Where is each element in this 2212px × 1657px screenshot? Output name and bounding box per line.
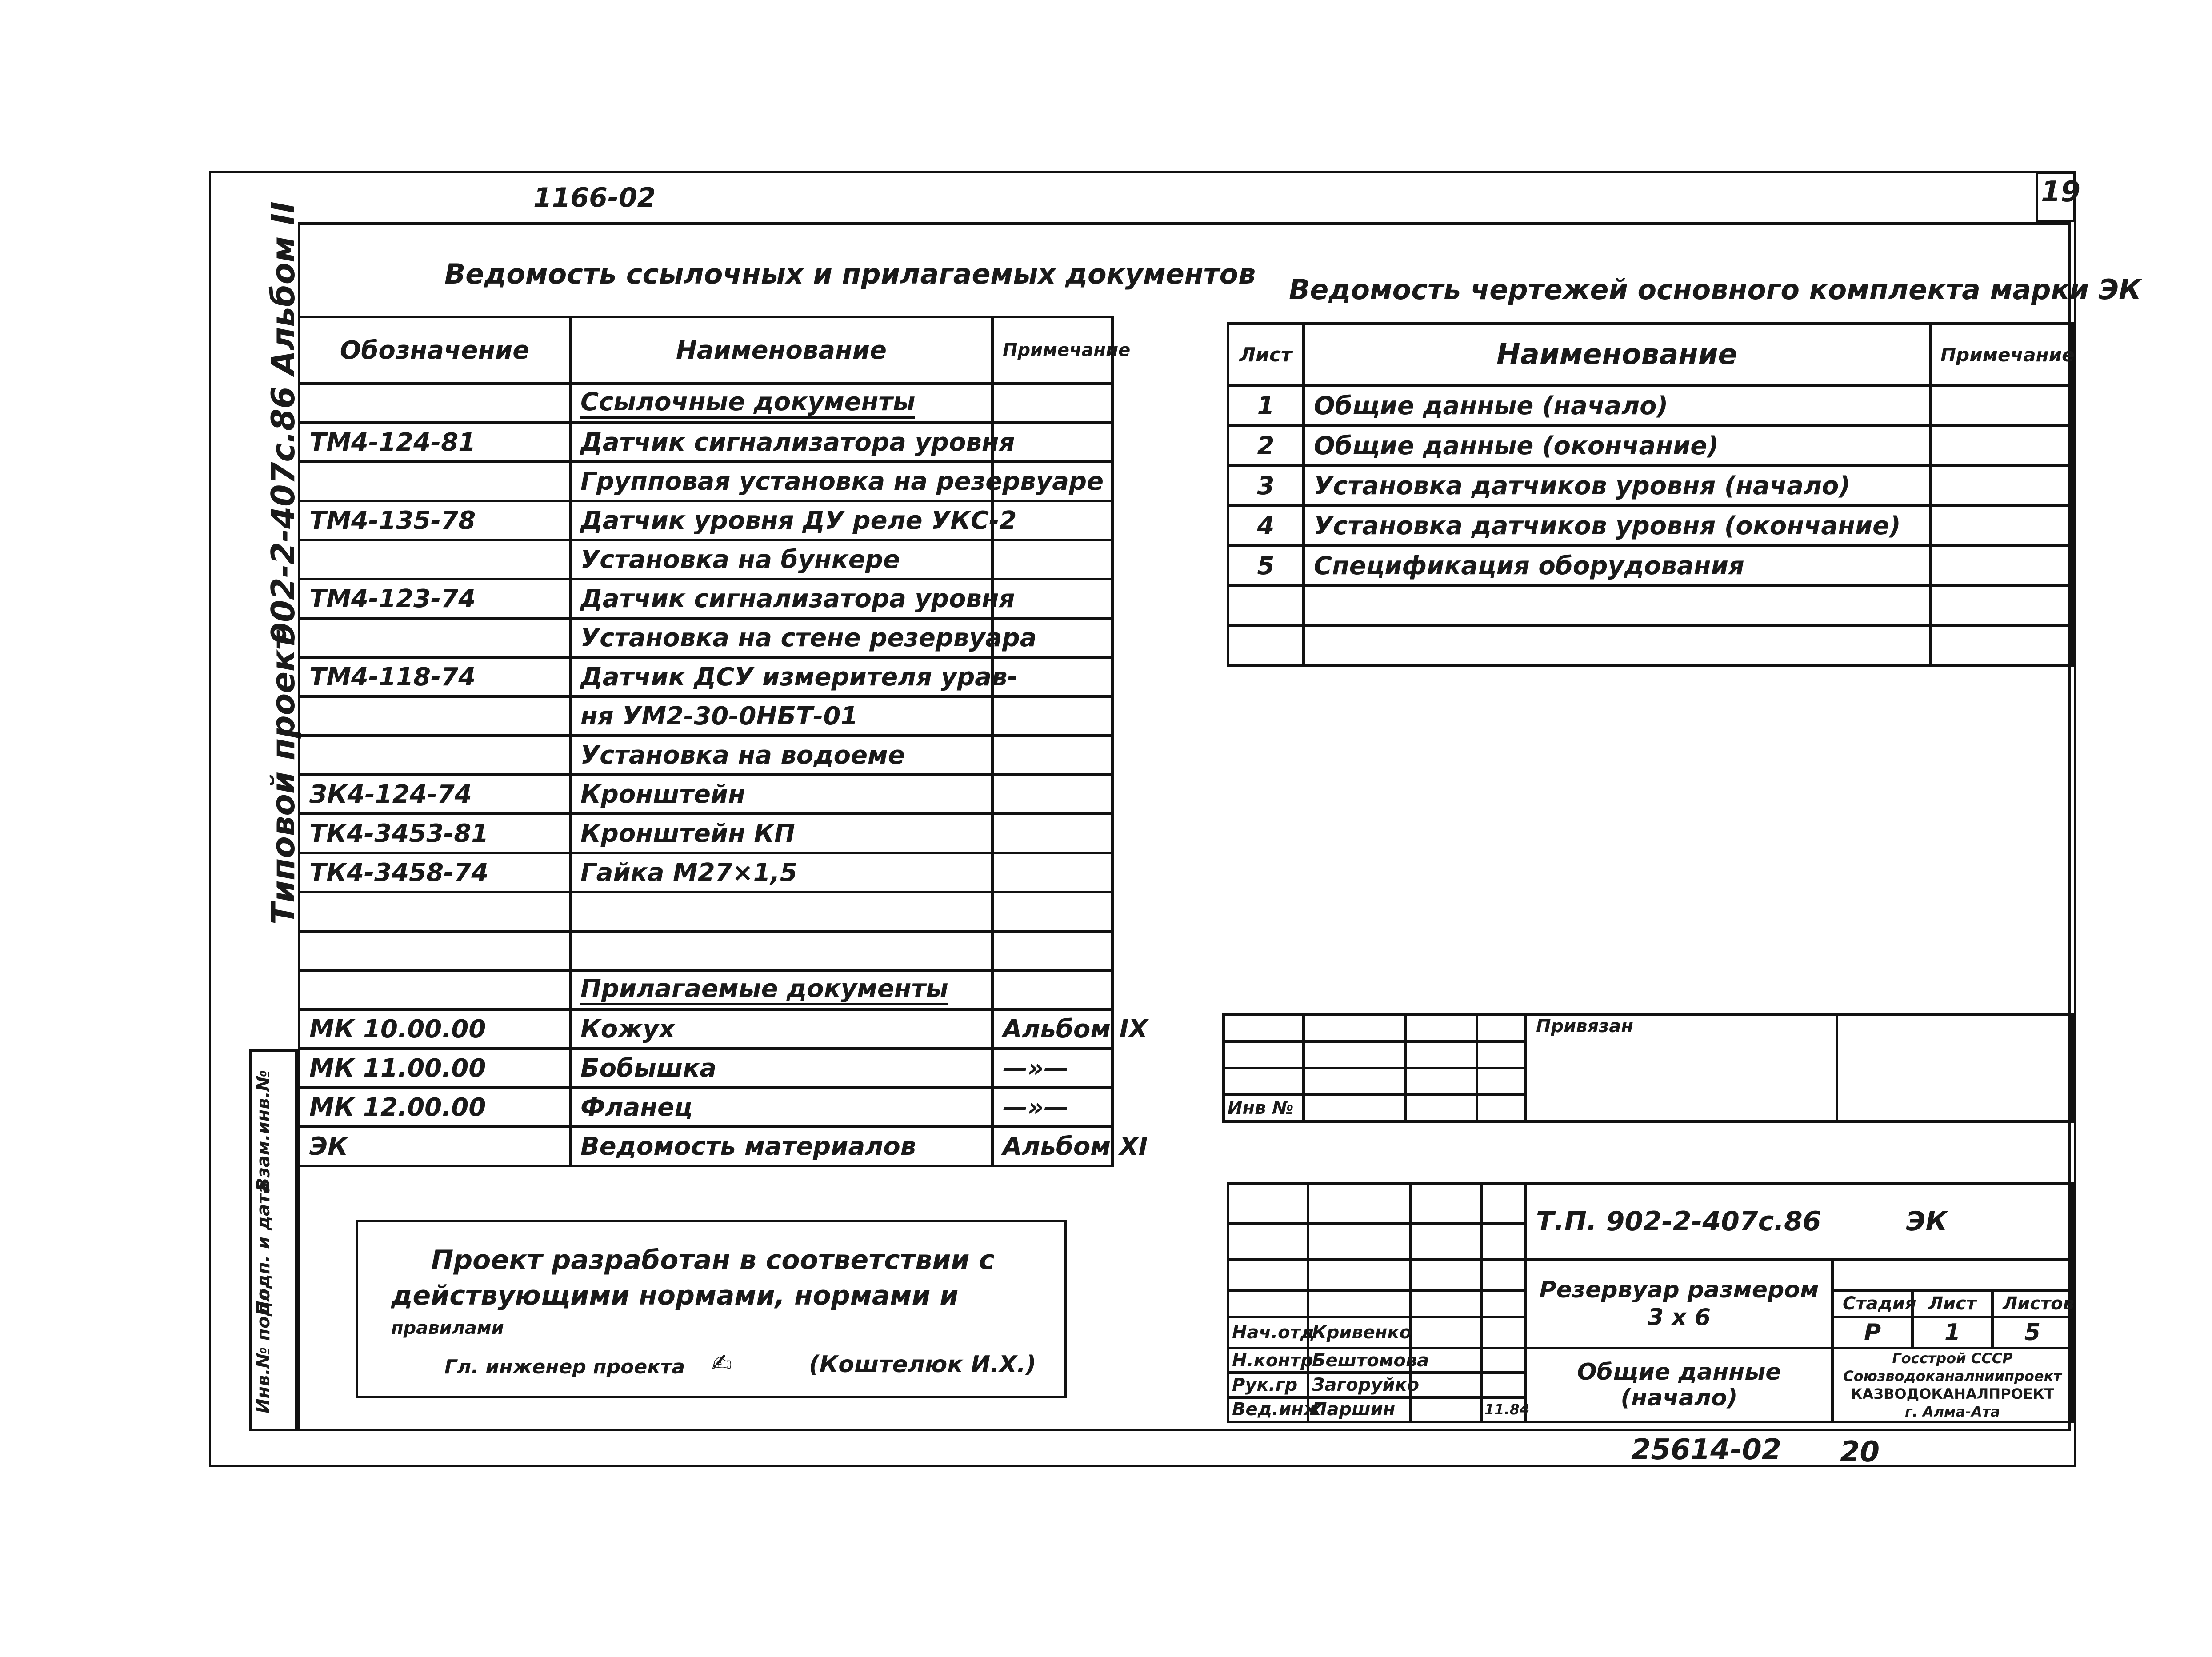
drawing-sheet: 3: [1257, 471, 1275, 500]
sig-role-1: Н.контр: [1228, 1348, 1308, 1373]
sig-name-0: Кривенко: [1308, 1317, 1410, 1348]
refs-designation: МК 10.00.00: [309, 1014, 486, 1044]
sheets-value: 5: [1992, 1317, 2072, 1348]
drawings-row: [1228, 386, 2072, 426]
drawings-title: Ведомость чертежей основного комплекта марки ЭК: [1289, 273, 2141, 306]
refs-designation: ТМ4-123-74: [309, 584, 476, 613]
refs-row: [299, 1127, 1112, 1166]
inv-label: Инв №: [1224, 1095, 1304, 1121]
stamp-label-3: Инв.№ подл.: [253, 1282, 274, 1413]
refs-name: Ведомость материалов: [580, 1132, 916, 1161]
object-line-2: 3 х 6: [1647, 1304, 1711, 1331]
drawing-sheet: 5: [1257, 551, 1275, 580]
refs-designation: МК 12.00.00: [309, 1093, 486, 1122]
refs-note: —»—: [1003, 1053, 1069, 1083]
org-line-3: КАЗВОДОКАНАЛПРОЕКТ: [1851, 1385, 2054, 1402]
refs-name: Фланец: [580, 1093, 693, 1122]
drawing-sheet: 2: [1257, 431, 1275, 460]
drawings-header-name: Наименование: [1304, 324, 1930, 386]
refs-row: [299, 423, 1112, 462]
refs-name: Кожух: [580, 1014, 675, 1044]
refs-name: Прилагаемые документы: [580, 974, 948, 1005]
drawings-row: [1228, 426, 2072, 466]
refs-name: Кронштейн КП: [580, 819, 795, 848]
refs-row: [299, 775, 1112, 814]
refs-name: Установка на водоеме: [580, 740, 905, 770]
refs-table: [298, 316, 1148, 1167]
drawing-sheet: 1: [1257, 391, 1275, 420]
refs-row: [299, 892, 1112, 931]
object-line-1: Резервуар размером: [1539, 1277, 1819, 1303]
refs-name: Установка на стене резервуара: [580, 623, 1037, 652]
refs-designation: МК 11.00.00: [309, 1053, 486, 1083]
refs-name: Кронштейн: [580, 780, 745, 809]
stage-value: Р: [1832, 1317, 1912, 1348]
stamp-label-2: Подп. и дата: [253, 1181, 274, 1316]
sig-name-3: Паршин: [1308, 1397, 1410, 1422]
sheet-title-2: (начало): [1620, 1385, 1738, 1411]
sheet-header: Лист: [1912, 1290, 1992, 1317]
sheet-title-1: Общие данные: [1577, 1359, 1781, 1385]
note-line-2: действующими нормами, нормами и: [391, 1280, 959, 1311]
refs-row: [299, 384, 1112, 423]
drawings-row: [1228, 546, 2072, 586]
drawings-table: [1227, 322, 2074, 667]
refs-designation: ТК4-3458-74: [309, 858, 489, 887]
sig-role-3: Вед.инж: [1228, 1397, 1308, 1422]
binding-table: [1222, 1013, 2074, 1123]
refs-row: [299, 657, 1112, 696]
refs-name: Ссылочные документы: [580, 388, 915, 419]
binding-label: Привязан: [1536, 1016, 1634, 1037]
refs-row: [299, 853, 1112, 892]
refs-row: [299, 540, 1112, 579]
sig-role-0: Нач.отд: [1228, 1317, 1308, 1348]
refs-row: [299, 501, 1112, 540]
refs-row: [299, 931, 1112, 970]
refs-designation: ТМ4-118-74: [309, 662, 476, 692]
sig-name-2: Загоруйко: [1308, 1373, 1410, 1397]
sheets-header: Листов: [1992, 1290, 2072, 1317]
note-line-4: Гл. инженер проекта: [444, 1356, 685, 1378]
title-block: [1227, 1182, 2074, 1423]
refs-designation: ЗК4-124-74: [309, 780, 472, 809]
sig-name-1: Бештомова: [1308, 1348, 1410, 1373]
drawings-row: [1228, 506, 2072, 546]
refs-name: Установка на бункере: [580, 545, 900, 574]
refs-designation: ТМ4-124-81: [309, 428, 476, 457]
refs-row: [299, 1009, 1112, 1049]
chief-engineer-signature: ✍: [711, 1349, 732, 1378]
top-code: 1166-02: [533, 182, 656, 213]
refs-header-note: Примечание: [992, 317, 1112, 384]
drawing-name: Общие данные (начало): [1314, 391, 1668, 420]
title-mark: ЭК: [1906, 1206, 1948, 1237]
drawing-name: Установка датчиков уровня (начало): [1314, 471, 1851, 500]
refs-row: [299, 736, 1112, 775]
drawings-header-note: Примечание: [1930, 324, 2072, 386]
page-number: 20: [1840, 1436, 1880, 1469]
refs-name: Групповая установка на резервуаре: [580, 467, 1104, 496]
sheet-value: 1: [1912, 1317, 1992, 1348]
sig-date-3: 11.84: [1481, 1397, 1526, 1422]
drawings-header-sheet: Лист: [1228, 324, 1304, 386]
sheet-number: 19: [2041, 176, 2081, 208]
refs-row: [299, 1049, 1112, 1088]
refs-row: [299, 696, 1112, 736]
refs-row: [299, 1088, 1112, 1127]
refs-row: [299, 579, 1112, 618]
drawings-row: [1228, 586, 2072, 626]
refs-title: Ведомость ссылочных и прилагаемых документов: [444, 258, 1256, 290]
drawings-row: [1228, 466, 2072, 506]
note-line-3: правилами: [391, 1318, 504, 1338]
drawing-sheet: 4: [1257, 511, 1275, 540]
org-line-4: г. Алма-Ата: [1904, 1403, 2000, 1420]
refs-designation: ТМ4-135-78: [309, 506, 476, 535]
refs-name: Гайка М27×1,5: [580, 858, 797, 887]
refs-designation: ТК4-3453-81: [309, 819, 489, 848]
note-line-1: Проект разработан в соответствии с: [431, 1245, 995, 1276]
refs-header-designation: Обозначение: [299, 317, 570, 384]
drawings-row: [1228, 626, 2072, 666]
side-project-label: Типовой проект: [264, 631, 302, 925]
stamp-label-1: Взам.инв.№: [253, 1070, 274, 1191]
org-line-1: Госстрой СССР: [1892, 1350, 2013, 1367]
drawing-name: Установка датчиков уровня (окончание): [1314, 511, 1901, 540]
org-line-2: Союзводоканалниипроект: [1843, 1368, 2062, 1385]
refs-header-name: Наименование: [570, 317, 992, 384]
stage-header: Стадия: [1832, 1290, 1912, 1317]
refs-row: [299, 462, 1112, 501]
note-signer: (Коштелюк И.Х.): [809, 1351, 1036, 1378]
refs-name: Датчик уровня ДУ реле УКС-2: [580, 506, 1017, 535]
refs-note: Альбом IX: [1003, 1014, 1148, 1044]
refs-row: [299, 618, 1112, 657]
refs-row: [299, 970, 1112, 1009]
refs-note: Альбом XI: [1003, 1132, 1148, 1161]
drawing-name: Спецификация оборудования: [1314, 551, 1744, 580]
side-code-label: 902-2-407с.86 Альбом II: [264, 201, 302, 644]
sig-role-2: Рук.гр: [1228, 1373, 1308, 1397]
refs-note: —»—: [1003, 1093, 1069, 1122]
refs-name: Датчик сигнализатора уровня: [580, 428, 1015, 457]
refs-name: Бобышка: [580, 1053, 717, 1083]
archive-number: 25614-02: [1631, 1433, 1782, 1466]
refs-row: [299, 814, 1112, 853]
refs-designation: ЭК: [309, 1132, 348, 1161]
title-code: Т.П. 902-2-407с.86: [1536, 1206, 1821, 1237]
refs-name: Датчик ДСУ измерителя урав-: [580, 662, 1018, 692]
drawing-name: Общие данные (окончание): [1314, 431, 1719, 460]
refs-name: ня УМ2-30-0НБТ-01: [580, 701, 858, 731]
refs-name: Датчик сигнализатора уровня: [580, 584, 1015, 613]
